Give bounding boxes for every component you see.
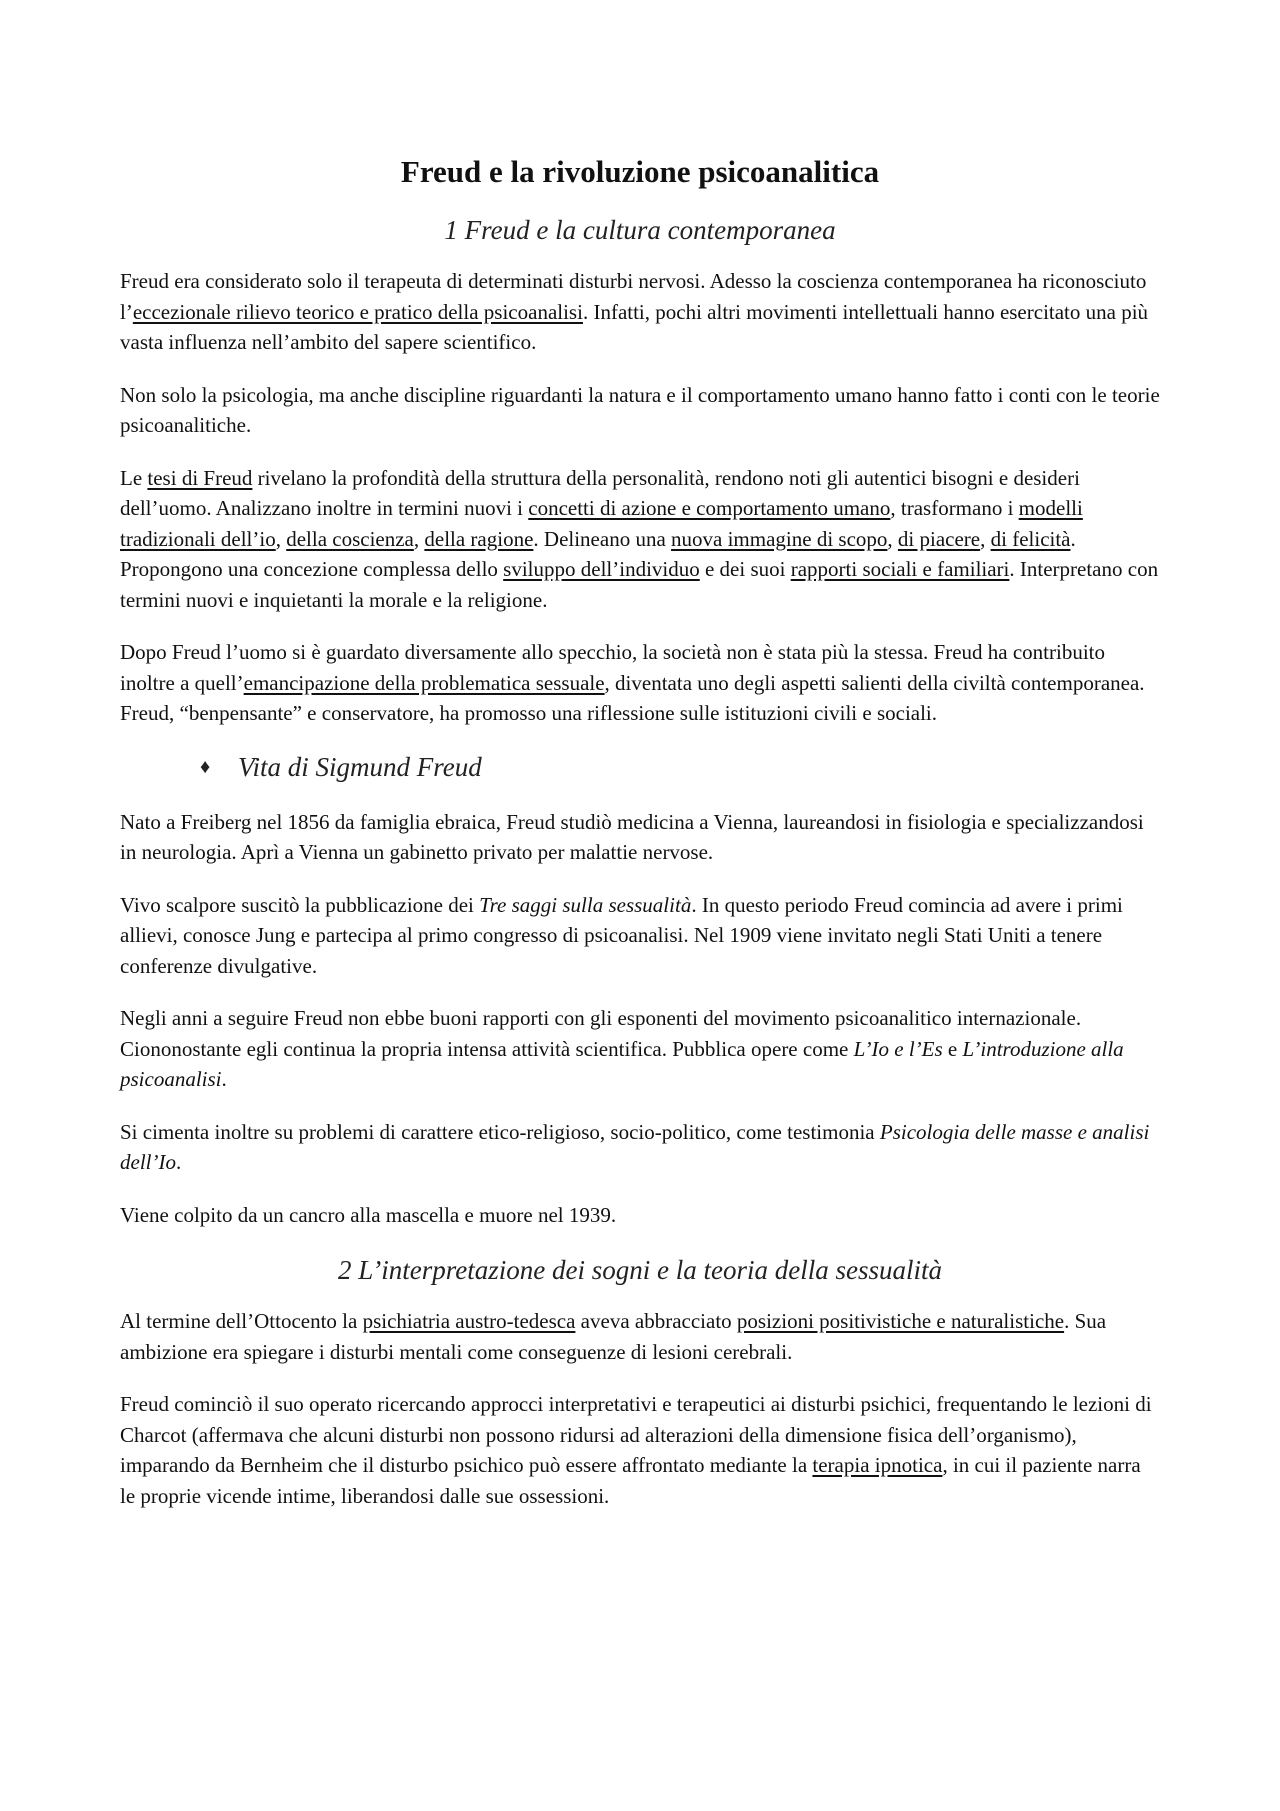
underlined-phrase: psichiatria austro-tedesca [362, 1309, 576, 1333]
text-run: e dei suoi [699, 557, 791, 581]
life-paragraph-1: Nato a Freiberg nel 1856 da famiglia ebraica, Freud studiò medicina a Vienna, laureandosi in fisiologia e specializzandosi in neurologia. Aprì a Vienna un gabinetto privato per malattie nervose. [120, 809, 1144, 864]
text-run: . [221, 1067, 227, 1091]
book-title: Psicologia delle masse e analisi dell’Io [120, 1119, 1150, 1174]
section-2-heading: 2 L’interpretazione dei sogni e la teoria della sessualità [338, 1255, 942, 1285]
text-run: . Interpretano con termini nuovi e inquietanti la morale e la religione. [120, 557, 1159, 612]
section-1-heading: 1 Freud e la cultura contemporanea [444, 215, 836, 245]
text-run: Negli anni a seguire Freud non ebbe buoni rapporti con gli esponenti del movimento psicoanalitico internazionale. Ciononostante egli continua la propria intensa attività scientifica. Pubblica opere come [120, 1006, 1082, 1061]
section-1-paragraph-3 [120, 463, 1160, 616]
text-run: , [413, 526, 425, 551]
underlined-phrase: della ragione [424, 526, 534, 551]
underlined-phrase: concetti di azione e comportamento umano [528, 496, 891, 520]
section-1-paragraph-4 [120, 637, 1160, 729]
underlined-phrase: terapia ipnotica [812, 1453, 943, 1477]
text-run: Al termine dell’Ottocento la [120, 1309, 363, 1333]
life-paragraph-4 [120, 1117, 1160, 1178]
text-run: Dopo Freud l’uomo si è guardato diversamente allo specchio, la società non è stata più la stessa. Freud ha contribuito inoltre a quell’ [120, 640, 1105, 695]
life-paragraph-3 [120, 1003, 1160, 1095]
text-run: , diventata uno degli aspetti salienti della civiltà contemporanea. Freud, “benpensante” e conservatore, ha promosso una riflessione sulle istituzioni civili e sociali. [120, 670, 1145, 725]
book-title: Tre saggi sulla sessualità [479, 892, 692, 917]
underlined-phrase: sviluppo dell’individuo [503, 557, 700, 581]
underlined-phrase: di piacere [897, 526, 981, 551]
section-1-paragraph-2: Non solo la psicologia, ma anche discipline riguardanti la natura e il comportamento umano hanno fatto i conti con le teorie psicoanalitiche. [120, 382, 1160, 437]
life-paragraph-2 [120, 890, 1160, 982]
text-run: . Delineano una [533, 526, 672, 551]
text-run: . Sua ambizione era spiegare i disturbi mentali come conseguenze di lesioni cerebrali. [120, 1309, 1107, 1364]
text-run: Si cimenta inoltre su problemi di carattere etico-religioso, socio-politico, come testimonia [120, 1119, 880, 1144]
bullet-subheading [120, 749, 1160, 785]
text-run: rivelano la profondità della struttura della personalità, rendono noti gli autentici bisogni e desideri dell’uomo. Analizzano inoltre in termini nuovi i [120, 465, 1080, 520]
document-title: Freud e la rivoluzione psicoanalitica [400, 154, 880, 189]
text-run: , [980, 526, 991, 551]
text-run: . Propongono una concezione complessa dello [120, 526, 1076, 581]
section-1-paragraph-1 [120, 266, 1160, 358]
bullet-subheading-text: Vita di Sigmund Freud [238, 751, 482, 782]
text-run: , [887, 526, 898, 551]
section-2-paragraph-1 [120, 1306, 1160, 1367]
document-page [120, 150, 1160, 1511]
text-run: . In questo periodo Freud comincia ad avere i primi allievi, conosce Jung e partecipa al primo congresso di psicoanalisi. Nel 1909 viene invitato negli Stati Uniti a tenere conferenze divulgative. [120, 892, 1123, 978]
text-run: . [175, 1150, 182, 1174]
underlined-phrase: di felicità [990, 526, 1071, 551]
underlined-phrase: eccezionale rilievo teorico e pratico della psicoanalisi [132, 299, 583, 324]
underlined-phrase: emancipazione della problematica sessuale [243, 670, 605, 695]
book-title: L’introduzione alla psicoanalisi [120, 1036, 1124, 1091]
diamond-bullet-icon: ♦ [200, 755, 211, 778]
underlined-phrase: posizioni positivistiche e naturalistiche [736, 1309, 1065, 1333]
underlined-phrase: tesi di Freud [147, 465, 253, 490]
text-run: Le [120, 465, 148, 490]
book-title: L’Io e l’Es [853, 1036, 943, 1061]
underlined-phrase: nuova immagine di scopo [671, 526, 888, 551]
underlined-phrase: modelli tradizionali dell’io [120, 496, 1083, 551]
text-run: Freud cominciò il suo operato ricercando approcci interpretativi e terapeutici ai disturbi psichici, frequentando le lezioni di Charcot (affermava che alcuni disturbi non possono ridursi ad alterazioni della dimensione fisica dell’organismo), imparando da Bernheim che il disturbo psichico può essere affrontato mediante la [120, 1392, 1152, 1477]
underlined-phrase: della coscienza [286, 526, 414, 551]
text-run: e [942, 1036, 963, 1061]
text-run: , [275, 526, 287, 551]
text-run: Vivo scalpore suscitò la pubblicazione dei [120, 892, 480, 917]
text-run: , trasformano i [890, 496, 1019, 520]
text-run: . Infatti, pochi altri movimenti intellettuali hanno esercitato una più vasta influenza nell’ambito del sapere scientifico. [120, 299, 1149, 354]
life-paragraph-5: Viene colpito da un cancro alla mascella e muore nel 1939. [120, 1202, 617, 1227]
text-run: Freud era considerato solo il terapeuta di determinati disturbi nervosi. Adesso la coscienza contemporanea ha riconosciuto l’ [120, 269, 1147, 324]
text-run: , in cui il paziente narra le proprie vicende intime, liberandosi dalle sue ossessioni. [120, 1453, 1141, 1508]
underlined-phrase: rapporti sociali e familiari [790, 557, 1010, 581]
section-2-paragraph-2 [120, 1389, 1160, 1511]
text-run: aveva abbracciato [575, 1309, 737, 1333]
